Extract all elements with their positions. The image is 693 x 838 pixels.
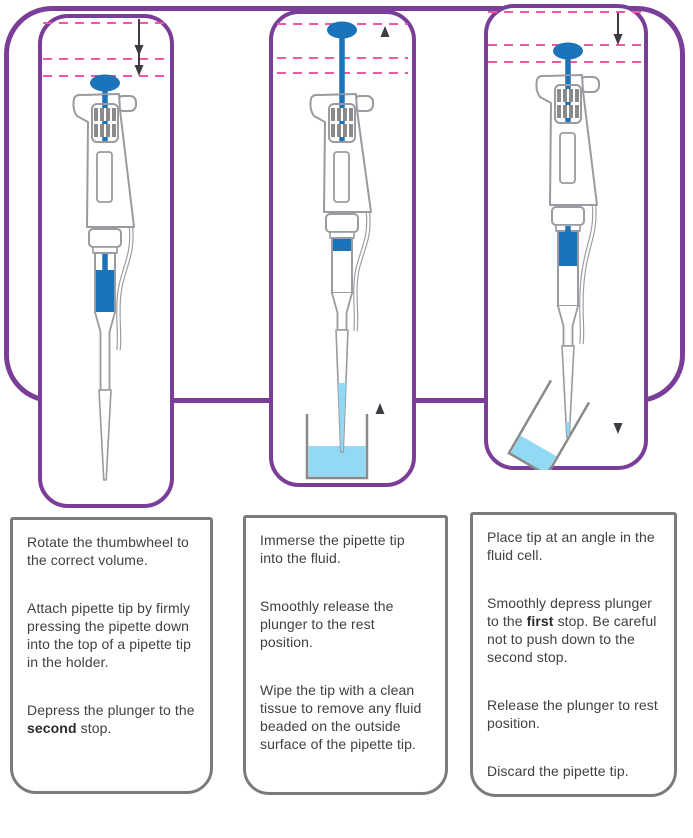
instruction-text: stop. [76, 720, 112, 736]
instruction-paragraph [260, 597, 431, 651]
piston [96, 270, 114, 312]
instruction-paragraph [487, 594, 660, 666]
instruction-paragraph [27, 599, 196, 671]
instruction-box-step-1 [10, 517, 213, 794]
instruction-paragraph [487, 762, 660, 780]
step-3-figure-panel [484, 4, 648, 470]
instruction-box-step-2 [243, 515, 448, 795]
instruction-text: Rotate the thumbwheel to the correct volume. [27, 534, 189, 568]
instruction-paragraph [27, 701, 196, 737]
piston-rod [565, 226, 571, 232]
volume-window [97, 152, 112, 202]
piston [559, 232, 577, 266]
step-2-figure-panel [269, 10, 416, 487]
plunger-button [553, 43, 583, 60]
instruction-paragraph [27, 533, 196, 569]
instruction-paragraph [487, 696, 660, 732]
step-1-figure-panel [38, 14, 174, 508]
beaker-fluid [309, 446, 366, 477]
volume-window [334, 152, 349, 202]
plunger-button [327, 22, 357, 39]
instruction-text: Place tip at an angle in the fluid cell. [487, 529, 655, 563]
instruction-text: Release the plunger to rest position. [487, 697, 658, 731]
instruction-text: Wipe the tip with a clean tissue to remove any fluid beaded on the outside surface of the pipette tip. [260, 682, 422, 752]
piston [333, 239, 351, 251]
emphasized-word: first [526, 613, 554, 629]
instruction-text: Depress the plunger to the [27, 702, 195, 718]
instruction-paragraph [260, 531, 431, 567]
instruction-text: Discard the pipette tip. [487, 763, 629, 779]
shaft-collar [326, 214, 358, 232]
shaft-collar [552, 207, 584, 225]
shaft-collar [89, 229, 121, 247]
instruction-paragraph [260, 681, 431, 753]
instruction-text: Immerse the pipette tip into the fluid. [260, 532, 405, 566]
emphasized-word: second [27, 720, 77, 736]
volume-window [560, 133, 575, 183]
instruction-box-step-3 [470, 512, 677, 797]
instruction-text: Attach pipette tip by firmly pressing the pipette down into the top of a pipette tip in the holder. [27, 600, 192, 670]
instruction-text: Smoothly release the plunger to the rest position. [260, 598, 394, 650]
instruction-paragraph [487, 528, 660, 564]
instruction-text: Smoothly depress plunger to the [487, 595, 653, 629]
plunger-button [90, 75, 120, 92]
instruction-text: stop. Be careful not to push down to the second stop. [487, 613, 657, 665]
piston-rod [102, 254, 108, 270]
